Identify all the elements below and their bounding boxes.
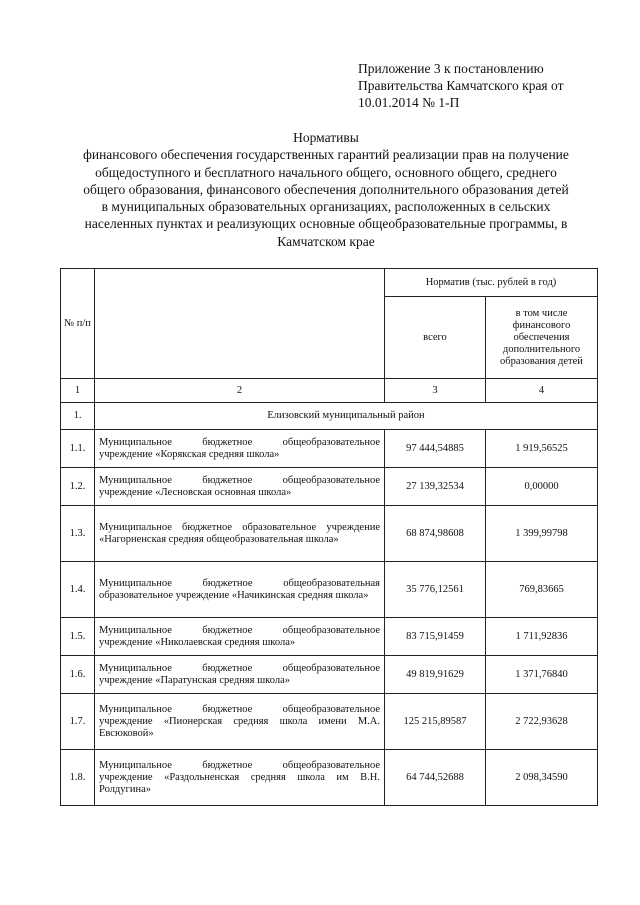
row-name: Муниципальное бюджетное общеобразовательное учреждение «Раздольненская средняя школа им В.Н. Ролдугина» (95, 750, 385, 806)
table-row (61, 618, 598, 656)
table-header-row (61, 269, 598, 297)
row-name: Муниципальное бюджетное общеобразовательная образовательное учреждение «Начикинская средняя школа» (95, 562, 385, 618)
row-incl: 2 098,34590 (486, 750, 598, 806)
row-total: 64 744,52688 (385, 750, 486, 806)
title-line: общедоступного и бесплатного начального общего, основного общего, среднего (95, 164, 557, 180)
document-title (40, 129, 612, 250)
row-name: Муниципальное бюджетное общеобразовательное учреждение «Николаевская средняя школа» (95, 618, 385, 656)
region-row (61, 403, 598, 430)
row-total: 97 444,54885 (385, 430, 486, 468)
region-name: Елизовский муниципальный район (95, 403, 598, 430)
row-incl: 1 371,76840 (486, 656, 598, 694)
row-incl: 769,83665 (486, 562, 598, 618)
header-num: № п/п (61, 269, 95, 379)
row-name: Муниципальное бюджетное общеобразовательное учреждение «Пионерская средняя школа имени М.А. Евсюковой» (95, 694, 385, 750)
table-row (61, 694, 598, 750)
table-row (61, 562, 598, 618)
row-name: Муниципальное бюджетное общеобразовательное учреждение «Корякская средняя школа» (95, 430, 385, 468)
table-row (61, 750, 598, 806)
column-number: 4 (486, 379, 598, 403)
normatives-table (60, 268, 598, 806)
row-num: 1.4. (61, 562, 95, 618)
annex-line: Правительства Камчатского края от (358, 78, 564, 93)
title-line: Нормативы (293, 130, 359, 145)
title-line: финансового обеспечения государственных гарантий реализации прав на получение (83, 147, 569, 163)
row-incl: 1 919,56525 (486, 430, 598, 468)
table-row (61, 430, 598, 468)
row-name: Муниципальное бюджетное общеобразовательное учреждение «Паратунская средняя школа» (95, 656, 385, 694)
table-row (61, 656, 598, 694)
region-num: 1. (61, 403, 95, 430)
header-incl: в том числе финансового обеспечения дополнительного образования детей (486, 297, 598, 379)
column-number: 3 (385, 379, 486, 403)
title-line: в муниципальных образовательных организациях, расположенных в сельских (101, 199, 551, 215)
row-num: 1.5. (61, 618, 95, 656)
row-num: 1.1. (61, 430, 95, 468)
annex-line: Приложение 3 к постановлению (358, 61, 544, 76)
title-line: населенных пунктах и реализующих основные общеобразовательные программы, в (84, 216, 568, 232)
title-line: общего образования, финансового обеспечения дополнительного образования детей (83, 181, 569, 197)
title-line: Камчатском крае (277, 233, 375, 249)
row-name: Муниципальное бюджетное общеобразовательное учреждение «Лесновская основная школа» (95, 468, 385, 506)
row-total: 125 215,89587 (385, 694, 486, 750)
table-row (61, 506, 598, 562)
row-incl: 1 711,92836 (486, 618, 598, 656)
header-name-empty (95, 269, 385, 379)
row-num: 1.6. (61, 656, 95, 694)
row-num: 1.8. (61, 750, 95, 806)
row-num: 1.2. (61, 468, 95, 506)
column-number: 1 (61, 379, 95, 403)
annex-reference (358, 60, 618, 111)
row-total: 49 819,91629 (385, 656, 486, 694)
column-number: 2 (95, 379, 385, 403)
row-total: 68 874,98608 (385, 506, 486, 562)
header-norm: Норматив (тыс. рублей в год) (385, 269, 598, 297)
row-incl: 0,00000 (486, 468, 598, 506)
table-row (61, 468, 598, 506)
row-total: 83 715,91459 (385, 618, 486, 656)
header-total: всего (385, 297, 486, 379)
row-total: 35 776,12561 (385, 562, 486, 618)
annex-line: 10.01.2014 № 1-П (358, 95, 460, 110)
row-num: 1.3. (61, 506, 95, 562)
row-incl: 1 399,99798 (486, 506, 598, 562)
column-number-row (61, 379, 598, 403)
row-total: 27 139,32534 (385, 468, 486, 506)
row-name: Муниципальное бюджетное образовательное учреждение «Нагорненская средняя общеобразовательная школа» (95, 506, 385, 562)
row-num: 1.7. (61, 694, 95, 750)
row-incl: 2 722,93628 (486, 694, 598, 750)
